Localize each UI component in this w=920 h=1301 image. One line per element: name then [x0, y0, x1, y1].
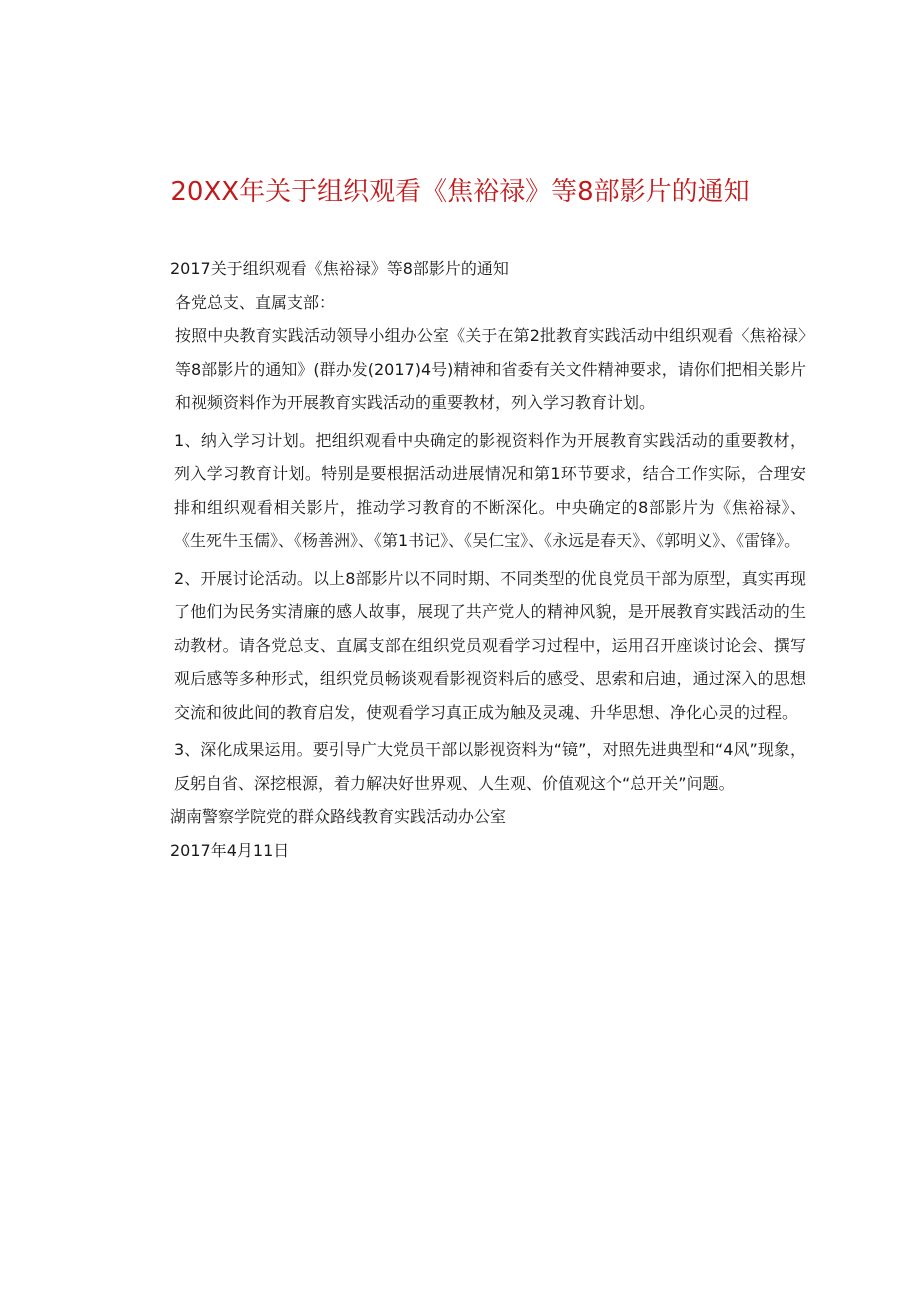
item-1-paragraph: 1、纳入学习计划。把组织观看中央确定的影视资料作为开展教育实践活动的重要教材，列入学习教育计划。特别是要根据活动进展情况和第1环节要求，结合工作实际，合理安排和组织观看相关影片，推动学习教育的不断深化。中央确定的8部影片为《焦裕禄》、《生死牛玉儒》、《杨善洲》、《第1书记》、《吴仁宝》、《永远是春天》、《郭明义》、《雷锋》。 [174, 430, 806, 550]
document-body [146, 252, 806, 867]
item-2-paragraph: 2、开展讨论活动。以上8部影片以不同时期、不同类型的优良党员干部为原型，真实再现了他们为民务实清廉的感人故事，展现了共产党人的精神风貌，是开展教育实践活动的生动教材。请各党总支、直属支部在组织党员观看学习过程中，运用召开座谈讨论会、撰写观后感等多种形式，组织党员畅谈观看影视资料后的感受、思索和启迪，通过深入的思想交流和彼此间的教育启发，使观看学习真正成为触及灵魂、升华思想、净化心灵的过程。 [174, 568, 806, 722]
intro-paragraph: 按照中央教育实践活动领导小组办公室《关于在第2批教育实践活动中组织观看〈焦裕禄〉等8部影片的通知》(群办发(2017)4号)精神和省委有关文件精神要求，请你们把相关影片和视频资料作为开展教育实践活动的重要教材，列入学习教育计划。 [175, 326, 806, 412]
item-3-paragraph: 3、深化成果运用。要引导广大党员干部以影视资料为“镜”，对照先进典型和“4风”现象，反躬自省、深挖根源，着力解决好世界观、人生观、价值观这个“总开关”问题。 [174, 740, 806, 793]
document-subtitle: 2017关于组织观看《焦裕禄》等8部影片的通知 [170, 259, 509, 278]
issuer-line: 湖南警察学院党的群众路线教育实践活动办公室 [170, 807, 507, 826]
date-line: 2017年4月11日 [170, 840, 290, 860]
salutation: 各党总支、直属支部： [175, 292, 336, 312]
document-title: 20XX年关于组织观看《焦裕禄》等8部影片的通知 [170, 177, 750, 207]
